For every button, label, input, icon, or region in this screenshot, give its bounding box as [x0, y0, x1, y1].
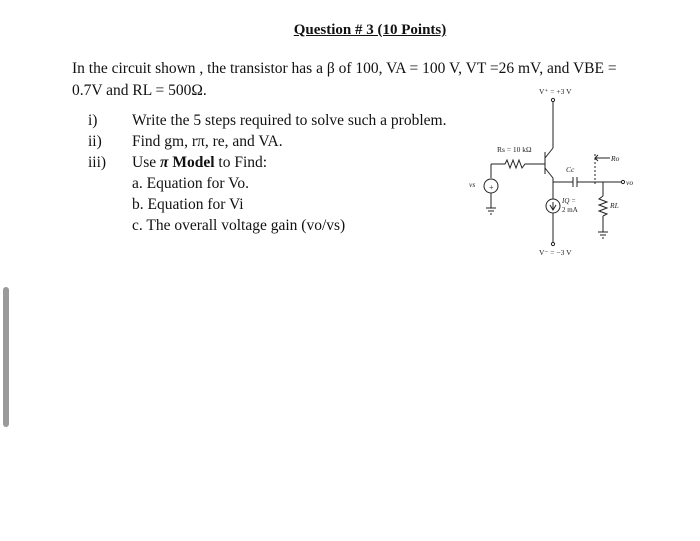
item-number: i) — [88, 112, 98, 129]
scrollbar-thumb[interactable] — [3, 287, 9, 427]
intro-line-2: 0.7V and RL = 500Ω. — [72, 82, 207, 99]
iq-value: 2 mA — [562, 206, 578, 214]
intro-line-1: In the circuit shown , the transistor has a β of 100, VA = 100 V, VT =26 mV, and VBE = — [72, 60, 617, 77]
item-text: Find gm, rπ, re, and VA. — [132, 133, 283, 150]
item-number: iii) — [88, 154, 107, 171]
rs-resistor — [491, 160, 545, 168]
subitem-a: a. Equation for Vo. — [132, 175, 249, 192]
ro-label: Ro — [611, 154, 620, 163]
rs-label: Rs = 10 kΩ — [497, 145, 532, 154]
vplus-label: V⁺ = +3 V — [539, 87, 572, 96]
vo-label: vo — [626, 178, 634, 187]
vs-plus-sign: + — [489, 183, 494, 192]
item-text: Write the 5 steps required to solve such a problem. — [132, 112, 447, 129]
rl-resistor — [599, 196, 607, 216]
item-1 — [88, 110, 468, 131]
item-text — [132, 152, 267, 173]
subitem-c: c. The overall voltage gain (vo/vs) — [132, 217, 346, 234]
vminus-terminal — [551, 242, 554, 245]
item-text-bold: Model — [168, 154, 215, 171]
question-items — [88, 110, 468, 236]
vs-label: vs — [469, 180, 476, 189]
rl-label: RL — [610, 201, 619, 210]
vo-terminal — [621, 180, 624, 183]
item-number: ii) — [88, 133, 102, 150]
cc-label: Cc — [566, 165, 575, 174]
subitem-b: b. Equation for Vi — [132, 196, 244, 213]
item-text-before: Use — [132, 154, 160, 171]
pi-symbol: π — [159, 154, 169, 171]
scrollbar-track[interactable] — [0, 0, 10, 541]
vminus-label: V⁻ = −3 V — [539, 248, 572, 257]
item-3 — [88, 152, 468, 173]
item-2 — [88, 131, 468, 152]
item-text-after: to Find: — [214, 154, 268, 171]
iq-label: IQ = — [562, 197, 576, 205]
question-title: Question # 3 (10 Points) — [293, 22, 447, 38]
circuit-diagram — [455, 82, 635, 262]
